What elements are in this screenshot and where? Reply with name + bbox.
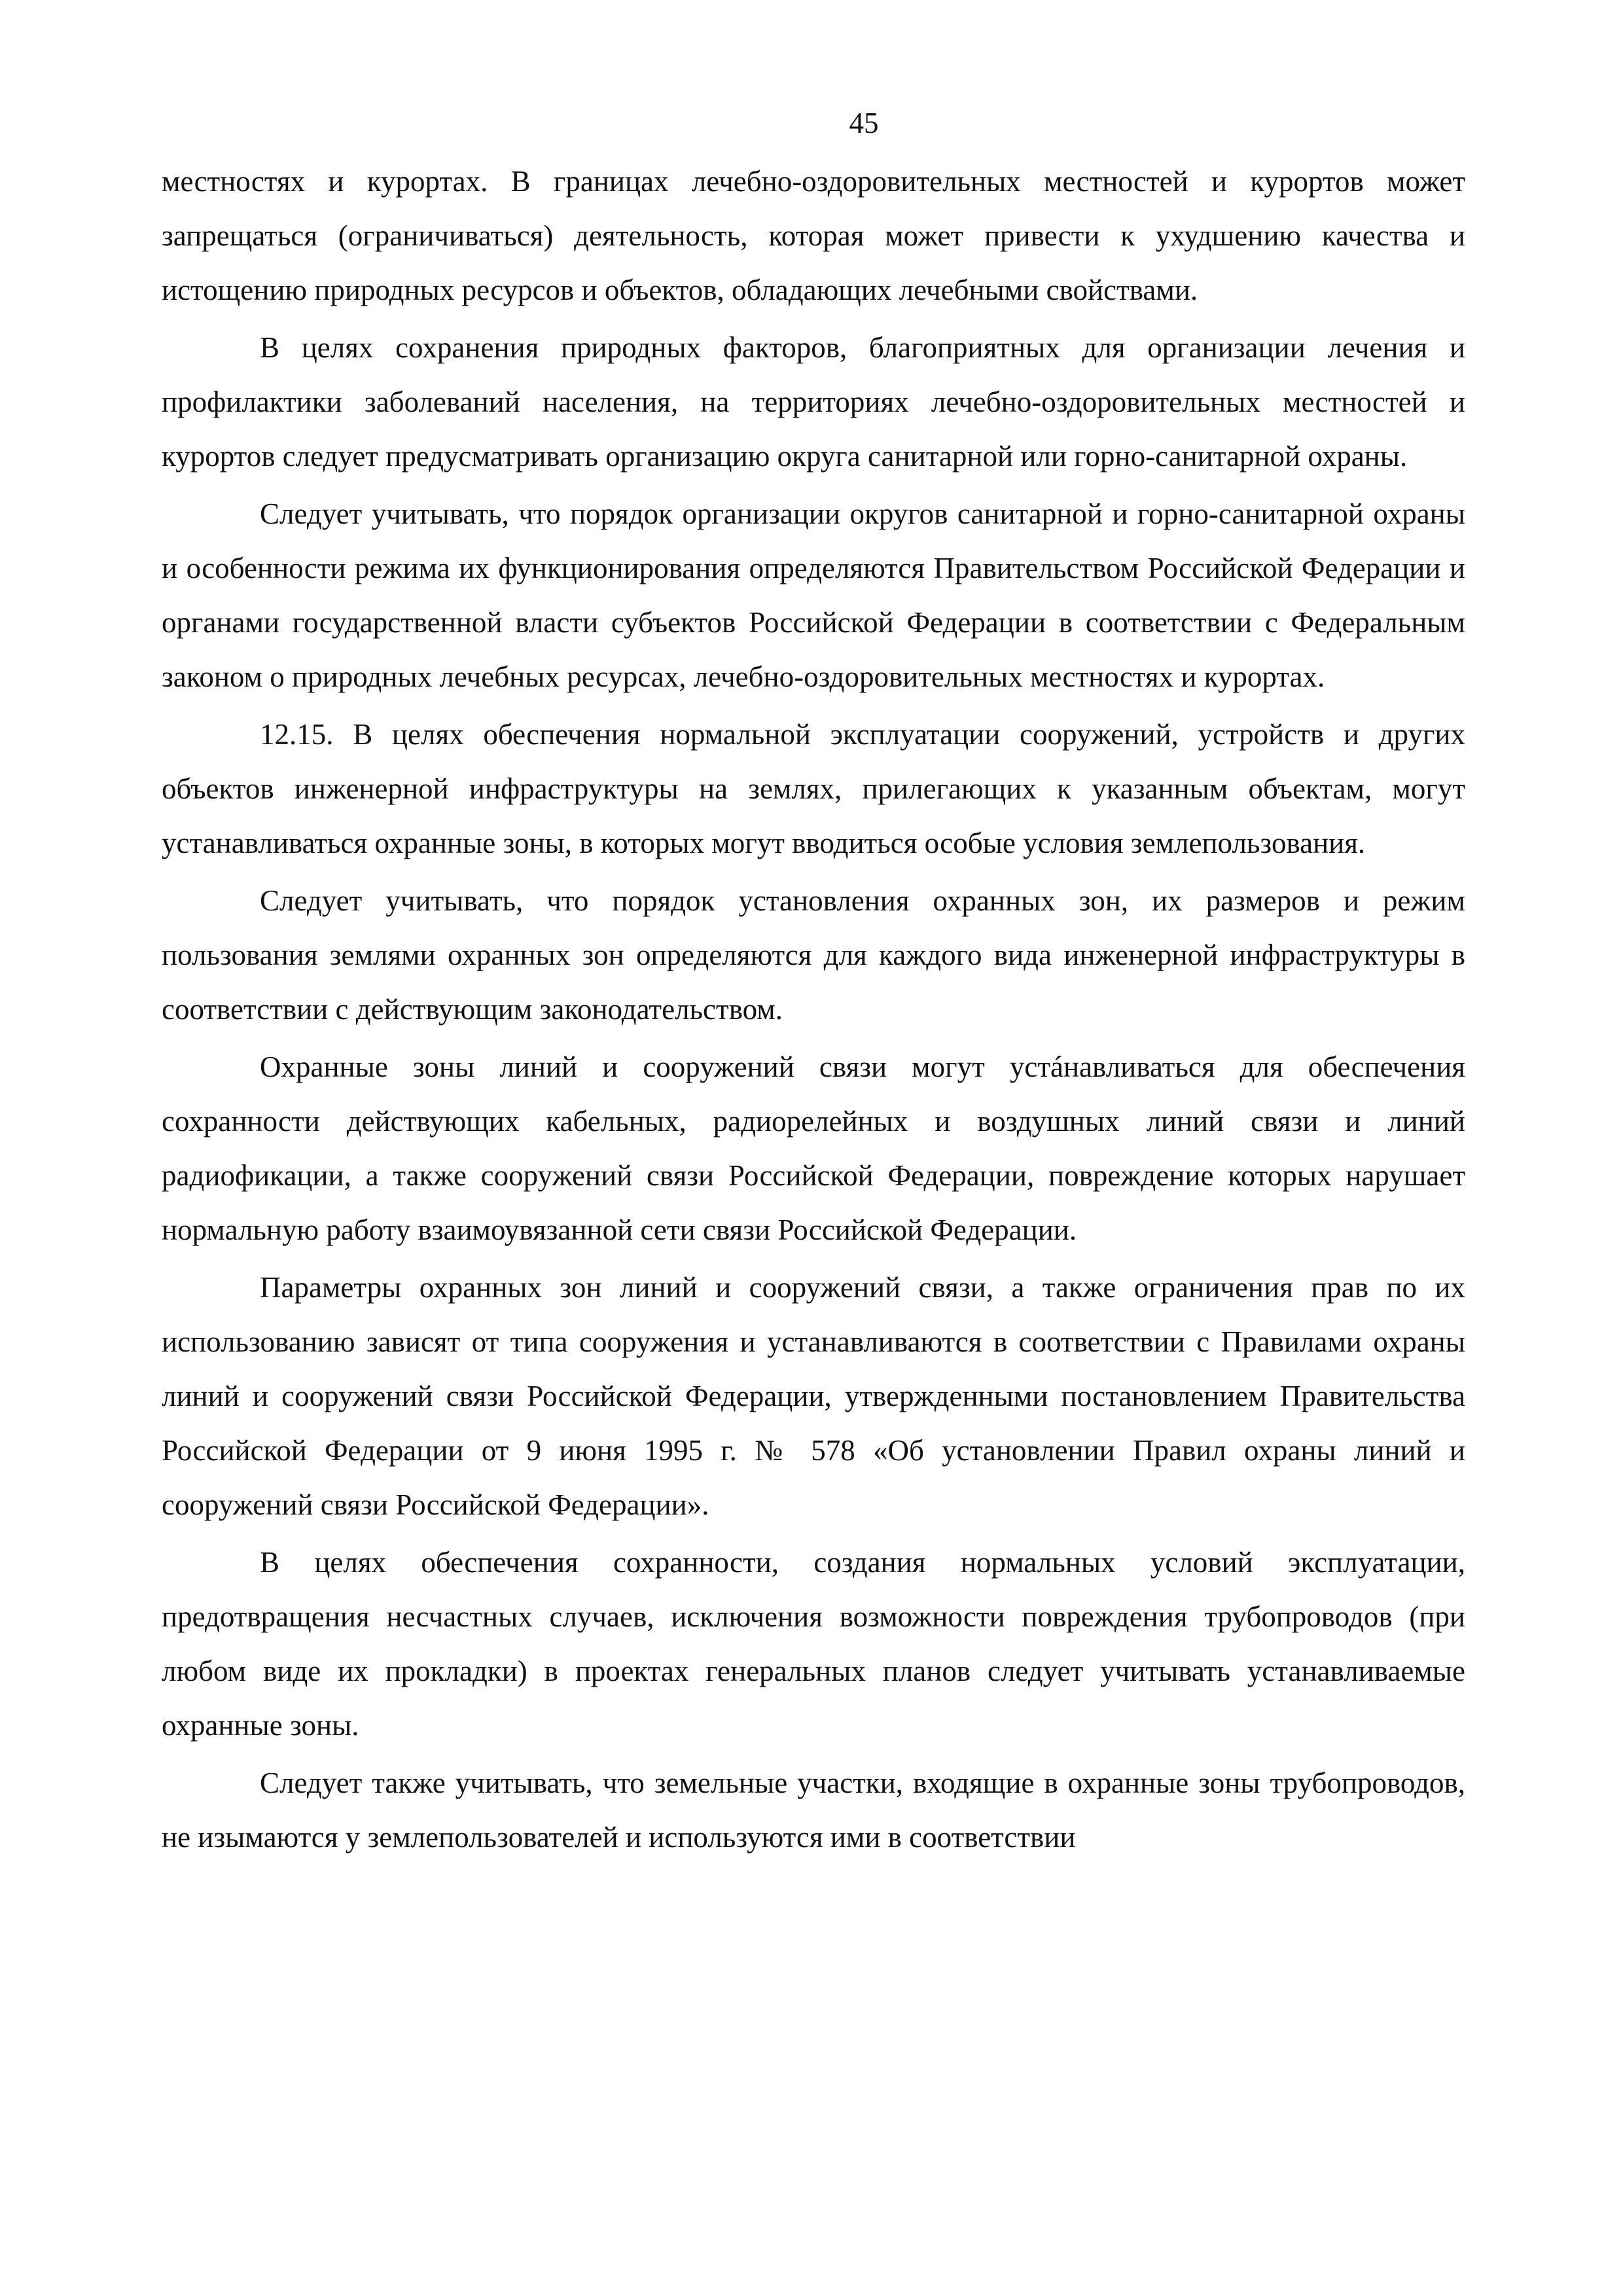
paragraph: В целях сохранения природных факторов, благоприятных для организации лечения и профилактики заболеваний населения, на территориях лечебно-оздоровительных местностей и курортов следует предусматривать организацию округа санитарной или горно-санитарной охраны.: [162, 331, 1465, 473]
paragraph: Следует также учитывать, что земельные участки, входящие в охранные зоны трубопроводов, не изымаются у землепользователей и используются ими в соответствии: [162, 1767, 1465, 1854]
paragraph: Параметры охранных зон линий и сооружений связи, а также ограничения прав по их использованию зависят от типа сооружения и устанавливаются в соответствии с Правилами охраны линий и сооружений связи Российской Федерации, утвержденными постановлением Правительства Российской Федерации от 9 июня 1995 г. № 578 «Об установлении Правил охраны линий и сооружений связи Российской Федерации».: [162, 1271, 1465, 1521]
paragraph: Охранные зоны линий и сооружений связи могут устáнавливаться для обеспечения сохранности действующих кабельных, радиорелейных и воздушных линий связи и линий радиофикации, а также сооружений связи Российской Федерации, повреждение которых нарушает нормальную работу взаимоувязанной сети связи Российской Федерации.: [162, 1050, 1465, 1246]
paragraph: Следует учитывать, что порядок установления охранных зон, их размеров и режим пользования землями охранных зон определяются для каждого вида инженерной инфраструктуры в соответствии с действующим законодательством.: [162, 884, 1465, 1026]
page-number: 45: [849, 107, 879, 139]
paragraph: Следует учитывать, что порядок организации округов санитарной и горно-санитарной охраны и особенности режима их функционирования определяются Правительством Российской Федерации и органами государственной власти субъектов Российской Федерации в соответствии с Федеральным законом о природных лечебных ресурсах, лечебно-оздоровительных местностях и курортах.: [162, 497, 1465, 693]
paragraph-continuation: местностях и курортах. В границах лечебно-оздоровительных местностей и курортов может запрещаться (ограничиваться) деятельность, которая может привести к ухудшению качества и истощению природных ресурсов и объектов, обладающих лечебными свойствами.: [162, 165, 1465, 306]
paragraph: В целях обеспечения сохранности, создания нормальных условий эксплуатации, предотвращения несчастных случаев, исключения возможности повреждения трубопроводов (при любом виде их прокладки) в проектах генеральных планов следует учитывать устанавливаемые охранные зоны.: [162, 1546, 1465, 1742]
document-body: [162, 154, 1465, 1865]
paragraph-section-12-15: 12.15. В целях обеспечения нормальной эксплуатации сооружений, устройств и других объектов инженерной инфраструктуры на землях, прилегающих к указанным объектам, могут устанавливаться охранные зоны, в которых могут вводиться особые условия землепользования.: [162, 718, 1465, 859]
